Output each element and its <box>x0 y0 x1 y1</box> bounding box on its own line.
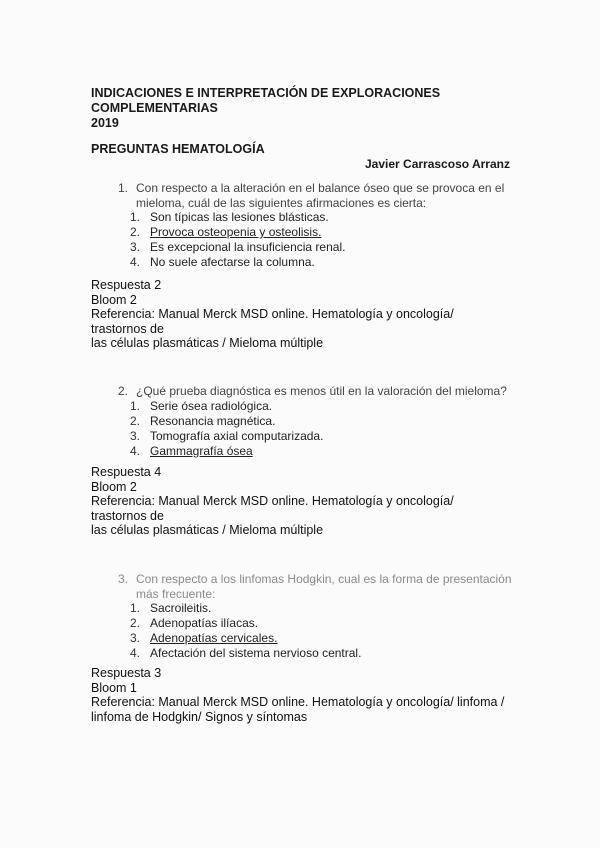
answer-block-1 <box>91 278 511 351</box>
option: 4. Afectación del sistema nervioso central. <box>130 646 362 660</box>
question-stem: 1. Con respecto a la alteración en el balance óseo que se provoca en el <box>118 181 505 195</box>
question-stem-continued: más frecuente: <box>136 586 216 601</box>
question-3 <box>118 572 512 661</box>
answer-block-2 <box>91 465 511 538</box>
option: 3. Es excepcional la insuficiencia renal. <box>130 240 346 254</box>
header-line-1: INDICACIONES E INTERPRETACIÓN DE EXPLORACIONES <box>91 86 441 100</box>
section-title: PREGUNTAS HEMATOLOGÍA <box>91 142 265 156</box>
reference-continued: las células plasmáticas / Mieloma múltiple <box>91 523 324 537</box>
question-stem: 3. Con respecto a los linfomas Hodgkin, cual es la forma de presentación <box>118 572 512 586</box>
answer-label: Respuesta 3 <box>91 666 162 680</box>
answer-label: Respuesta 4 <box>91 465 162 479</box>
option-list <box>130 601 512 661</box>
bloom-level: Bloom 1 <box>91 680 137 695</box>
reference: Referencia: Manual Merck MSD online. Hematología y oncología/ trastornos de <box>91 307 454 336</box>
option: 3. Tomografía axial computarizada. <box>130 428 324 443</box>
option: 2. Adenopatías ilíacas. <box>130 616 259 630</box>
question-2 <box>118 384 507 459</box>
option-correct: 4. Gammagrafía ósea <box>130 443 253 458</box>
reference-continued: linfoma de Hodgkin/ Signos y síntomas <box>91 709 308 724</box>
option: 1. Sacroileitis. <box>130 601 212 615</box>
bloom-level: Bloom 2 <box>91 479 137 494</box>
option-correct: 3. Adenopatías cervicales. <box>130 631 278 645</box>
answer-label: Respuesta 2 <box>91 278 162 292</box>
answer-block-3 <box>91 666 511 724</box>
option-list <box>130 210 504 270</box>
question-number: 1. <box>118 181 129 195</box>
option-list <box>130 399 507 459</box>
reference: Referencia: Manual Merck MSD online. Hematología y oncología/ trastornos de <box>91 494 454 523</box>
header-line-2: COMPLEMENTARIAS <box>91 101 218 115</box>
author-name: Javier Carrascoso Arranz <box>365 157 510 171</box>
bloom-level: Bloom 2 <box>91 292 137 307</box>
question-number: 2. <box>118 384 129 398</box>
option-correct: 2. Provoca osteopenia y osteolisis. <box>130 225 322 239</box>
question-stem-continued: mieloma, cuál de las siguientes afirmaciones es cierta: <box>136 195 427 210</box>
question-number: 3. <box>118 572 129 586</box>
question-1 <box>118 181 504 270</box>
reference: Referencia: Manual Merck MSD online. Hematología y oncología/ linfoma / <box>91 695 505 709</box>
option: 4. No suele afectarse la columna. <box>130 255 315 269</box>
header-year: 2019 <box>91 116 119 130</box>
reference-continued: las células plasmáticas / Mieloma múltiple <box>91 336 324 350</box>
document-header <box>91 86 440 131</box>
option: 2. Resonancia magnética. <box>130 413 276 428</box>
option: 1. Serie ósea radiológica. <box>130 398 273 413</box>
question-stem: 2. ¿Qué prueba diagnóstica es menos útil en la valoración del mieloma? <box>118 384 507 398</box>
option: 1. Son típicas las lesiones blásticas. <box>130 210 329 224</box>
